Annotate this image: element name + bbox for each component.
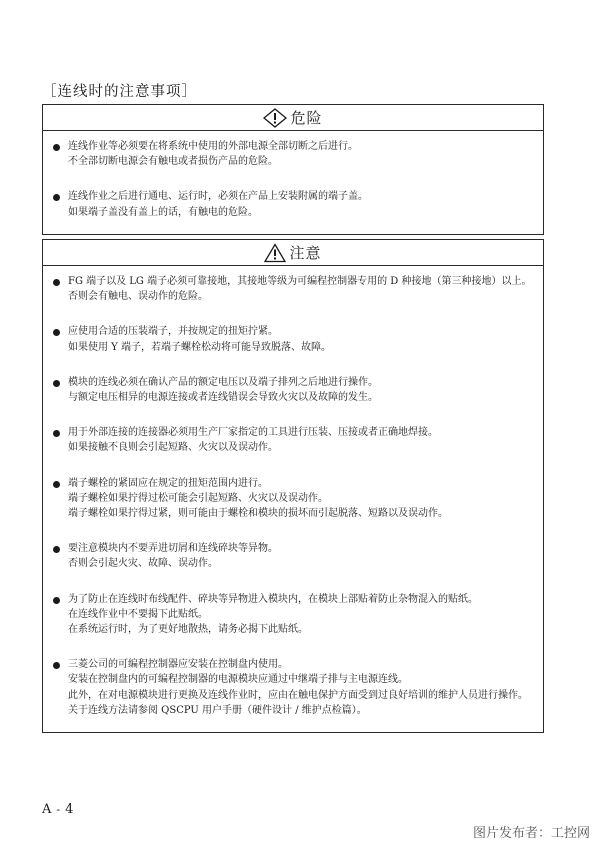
bullet-icon xyxy=(53,430,60,437)
caution-list xyxy=(43,266,543,732)
caution-item-line: FG 端子以及 LG 端子必须可靠接地，其接地等级为可编程控制器专用的 D 种接地（第三种接地）以上。 xyxy=(68,276,532,287)
caution-title: 注意 xyxy=(289,244,322,262)
section-title: ［连线时的注意事项］ xyxy=(42,84,197,100)
caution-item-line: 否则会引起火灾、故障、误动作。 xyxy=(68,558,218,570)
page-digit: 4 xyxy=(65,802,74,817)
caution-item xyxy=(53,425,533,455)
caution-item-line: 如果使用 Y 端子，若端子螺栓松动将可能导致脱落、故障。 xyxy=(68,341,331,353)
caution-item xyxy=(53,476,533,522)
caution-box xyxy=(42,239,544,733)
caution-item-line: 此外，在对电源模块进行更换及连线作业时，应由在触电保护方面受到过良好培训的维护人员进行操作。 xyxy=(68,689,528,701)
caution-item xyxy=(53,657,533,718)
caution-item-line: 端子螺栓如果拧得过紧，则可能由于螺栓和模块的损坏而引起脱落、短路以及误动作。 xyxy=(68,508,448,520)
bullet-icon xyxy=(53,546,60,553)
caution-item-line: 在系统运行时，为了更好地散热，请务必揭下此贴纸。 xyxy=(68,624,308,636)
caution-warning-icon xyxy=(264,243,286,263)
danger-item xyxy=(53,139,533,169)
page-number xyxy=(42,802,73,817)
caution-item xyxy=(53,324,533,354)
caution-item-line: 在连线作业中不要揭下此贴纸。 xyxy=(68,608,208,620)
bullet-icon xyxy=(53,481,60,488)
danger-title: 危险 xyxy=(290,109,323,127)
page-letter: A xyxy=(42,802,52,817)
danger-header xyxy=(43,105,543,131)
danger-item-line: 连线作业之后进行通电、运行时，必须在产品上安装附属的端子盖。 xyxy=(68,191,368,203)
caution-item-line: 应使用合适的压装端子，并按规定的扭矩拧紧。 xyxy=(68,326,278,338)
watermark: 图片发布者：工控网 xyxy=(472,826,590,841)
caution-item-line: 为了防止在连线时布线配件、碎块等异物进入模块内，在模块上部贴着防止杂物混入的贴纸。 xyxy=(68,593,478,605)
danger-item-line: 不全部切断电源会有触电或者损伤产品的危险。 xyxy=(68,156,278,168)
caution-item-line: 与额定电压相异的电源连接或者连线错误会导致火灾以及故障的发生。 xyxy=(68,392,378,404)
danger-list xyxy=(43,131,543,234)
bullet-icon xyxy=(53,597,60,604)
bullet-icon xyxy=(53,194,60,201)
bullet-icon xyxy=(53,380,60,387)
caution-item-line: 关于连线方法请参阅 QSCPU 用户手册（硬件设计 / 维护点检篇）。 xyxy=(68,704,367,716)
caution-item-line: 用于外部连接的连接器必须用生产厂家指定的工具进行压装、压接或者正确地焊接。 xyxy=(68,427,438,439)
caution-item xyxy=(53,592,533,638)
danger-item xyxy=(53,189,533,219)
page-separator: - xyxy=(56,803,61,816)
caution-item xyxy=(53,541,533,571)
danger-item-line: 连线作业等必须要在将系统中使用的外部电源全部切断之后进行。 xyxy=(68,141,358,152)
caution-item-line: 安装在控制盘内的可编程控制器的电源模块应通过中继端子排与主电源连线。 xyxy=(68,674,408,686)
danger-item-line: 如果端子盖没有盖上的话，有触电的危险。 xyxy=(68,206,258,218)
danger-box xyxy=(42,104,544,235)
caution-item-line: 端子螺栓如果拧得过松可能会引起短路、火灾以及误动作。 xyxy=(68,492,328,504)
danger-warning-icon xyxy=(263,108,287,128)
caution-item-line: 端子螺栓的紧固应在规定的扭矩范围内进行。 xyxy=(68,477,268,489)
caution-item-line: 三菱公司的可编程控制器应安装在控制盘内使用。 xyxy=(68,659,288,671)
bullet-icon xyxy=(53,329,60,336)
caution-item-line: 要注意模块内不要弄进切屑和连线碎块等异物。 xyxy=(68,543,278,555)
caution-item-line: 如果接触不良则会引起短路、火灾以及误动作。 xyxy=(68,442,278,454)
caution-header xyxy=(43,240,543,266)
bullet-icon xyxy=(53,662,60,669)
caution-item xyxy=(53,375,533,405)
caution-item xyxy=(53,274,533,304)
bullet-icon xyxy=(53,279,60,286)
caution-item-line: 模块的连线必须在确认产品的额定电压以及端子排列之后地进行操作。 xyxy=(68,376,378,388)
caution-item-line: 否则会有触电、误动作的危险。 xyxy=(68,291,208,303)
bullet-icon xyxy=(53,144,60,151)
